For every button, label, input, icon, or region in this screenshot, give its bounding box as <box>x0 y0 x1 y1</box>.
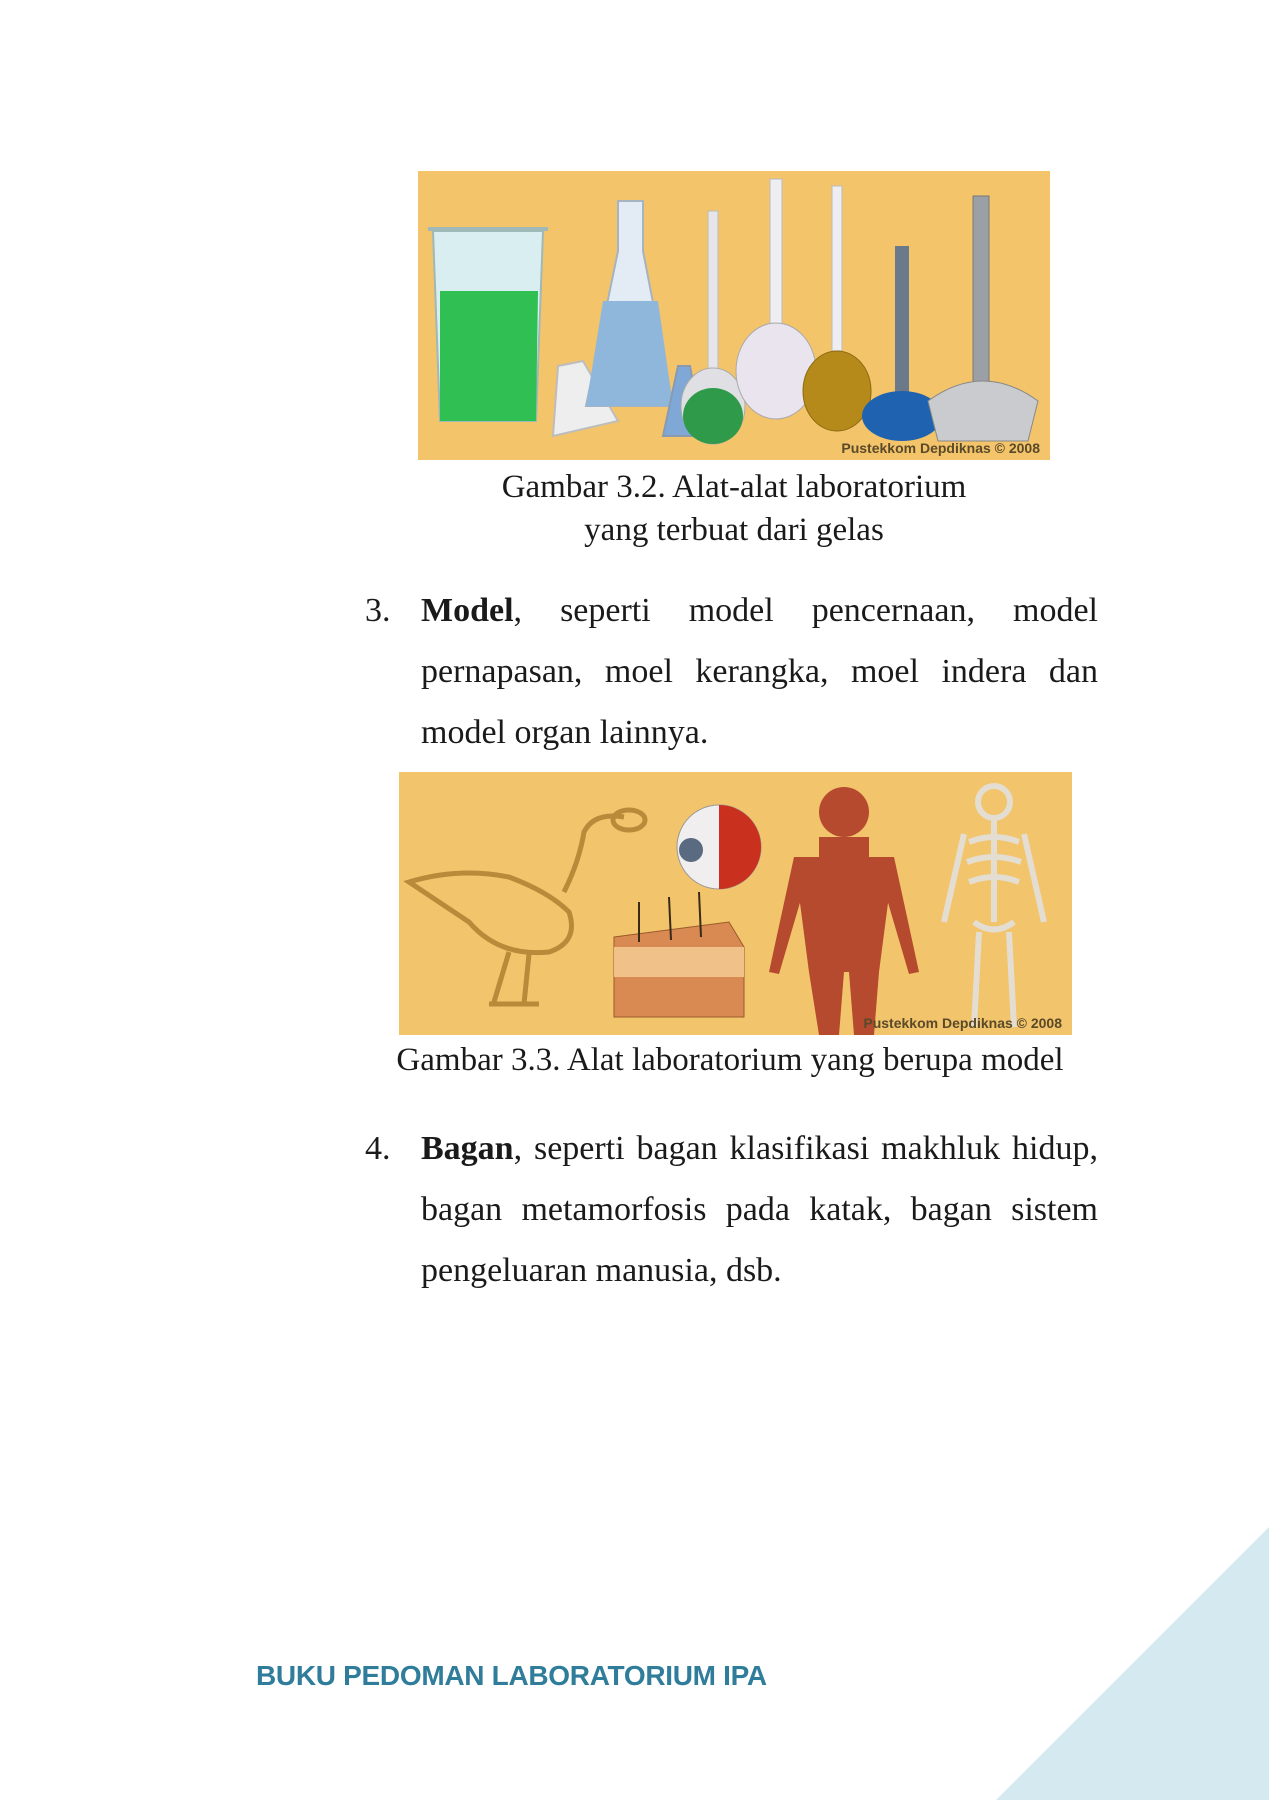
figure-caption: Gambar 3.3. Alat laboratorium yang berupa model <box>396 1042 1064 1078</box>
list-item-text: , seperti bagan klasifikasi makhluk hidup, bagan metamorfosis pada katak, bagan sistem pengeluaran manusia, dsb. <box>421 1130 1098 1289</box>
list-item-body <box>421 580 1098 763</box>
figure-caption-line-2: yang terbuat dari gelas <box>584 512 884 548</box>
list-item-number: 3. <box>365 592 391 629</box>
beaker-icon <box>428 229 548 421</box>
list-item-term: Model <box>421 592 514 629</box>
eye-model-icon <box>677 805 761 889</box>
figure-glassware-image <box>418 171 1050 460</box>
list-item-number: 4. <box>365 1130 391 1167</box>
figure-watermark: Pustekkom Depdiknas © 2008 <box>841 440 1040 456</box>
list-item-body <box>421 1118 1098 1301</box>
list-item-term: Bagan <box>421 1130 514 1167</box>
list-item-bagan <box>365 1118 1098 1301</box>
list-item-text: , seperti model pencernaan, model pernapasan, moel kerangka, moel indera dan model organ lainnya. <box>421 592 1098 751</box>
figure-models-image <box>399 772 1072 1035</box>
footer-book-title: BUKU PEDOMAN LABORATORIUM IPA <box>256 1660 767 1691</box>
models-illustration <box>399 772 1072 1035</box>
figure-caption <box>418 466 1050 552</box>
figure-caption-line-1: Gambar 3.2. Alat-alat laboratorium <box>501 469 967 505</box>
list-item-model <box>365 580 1098 763</box>
figure-watermark: Pustekkom Depdiknas © 2008 <box>863 1015 1062 1031</box>
glassware-illustration <box>418 171 1050 460</box>
